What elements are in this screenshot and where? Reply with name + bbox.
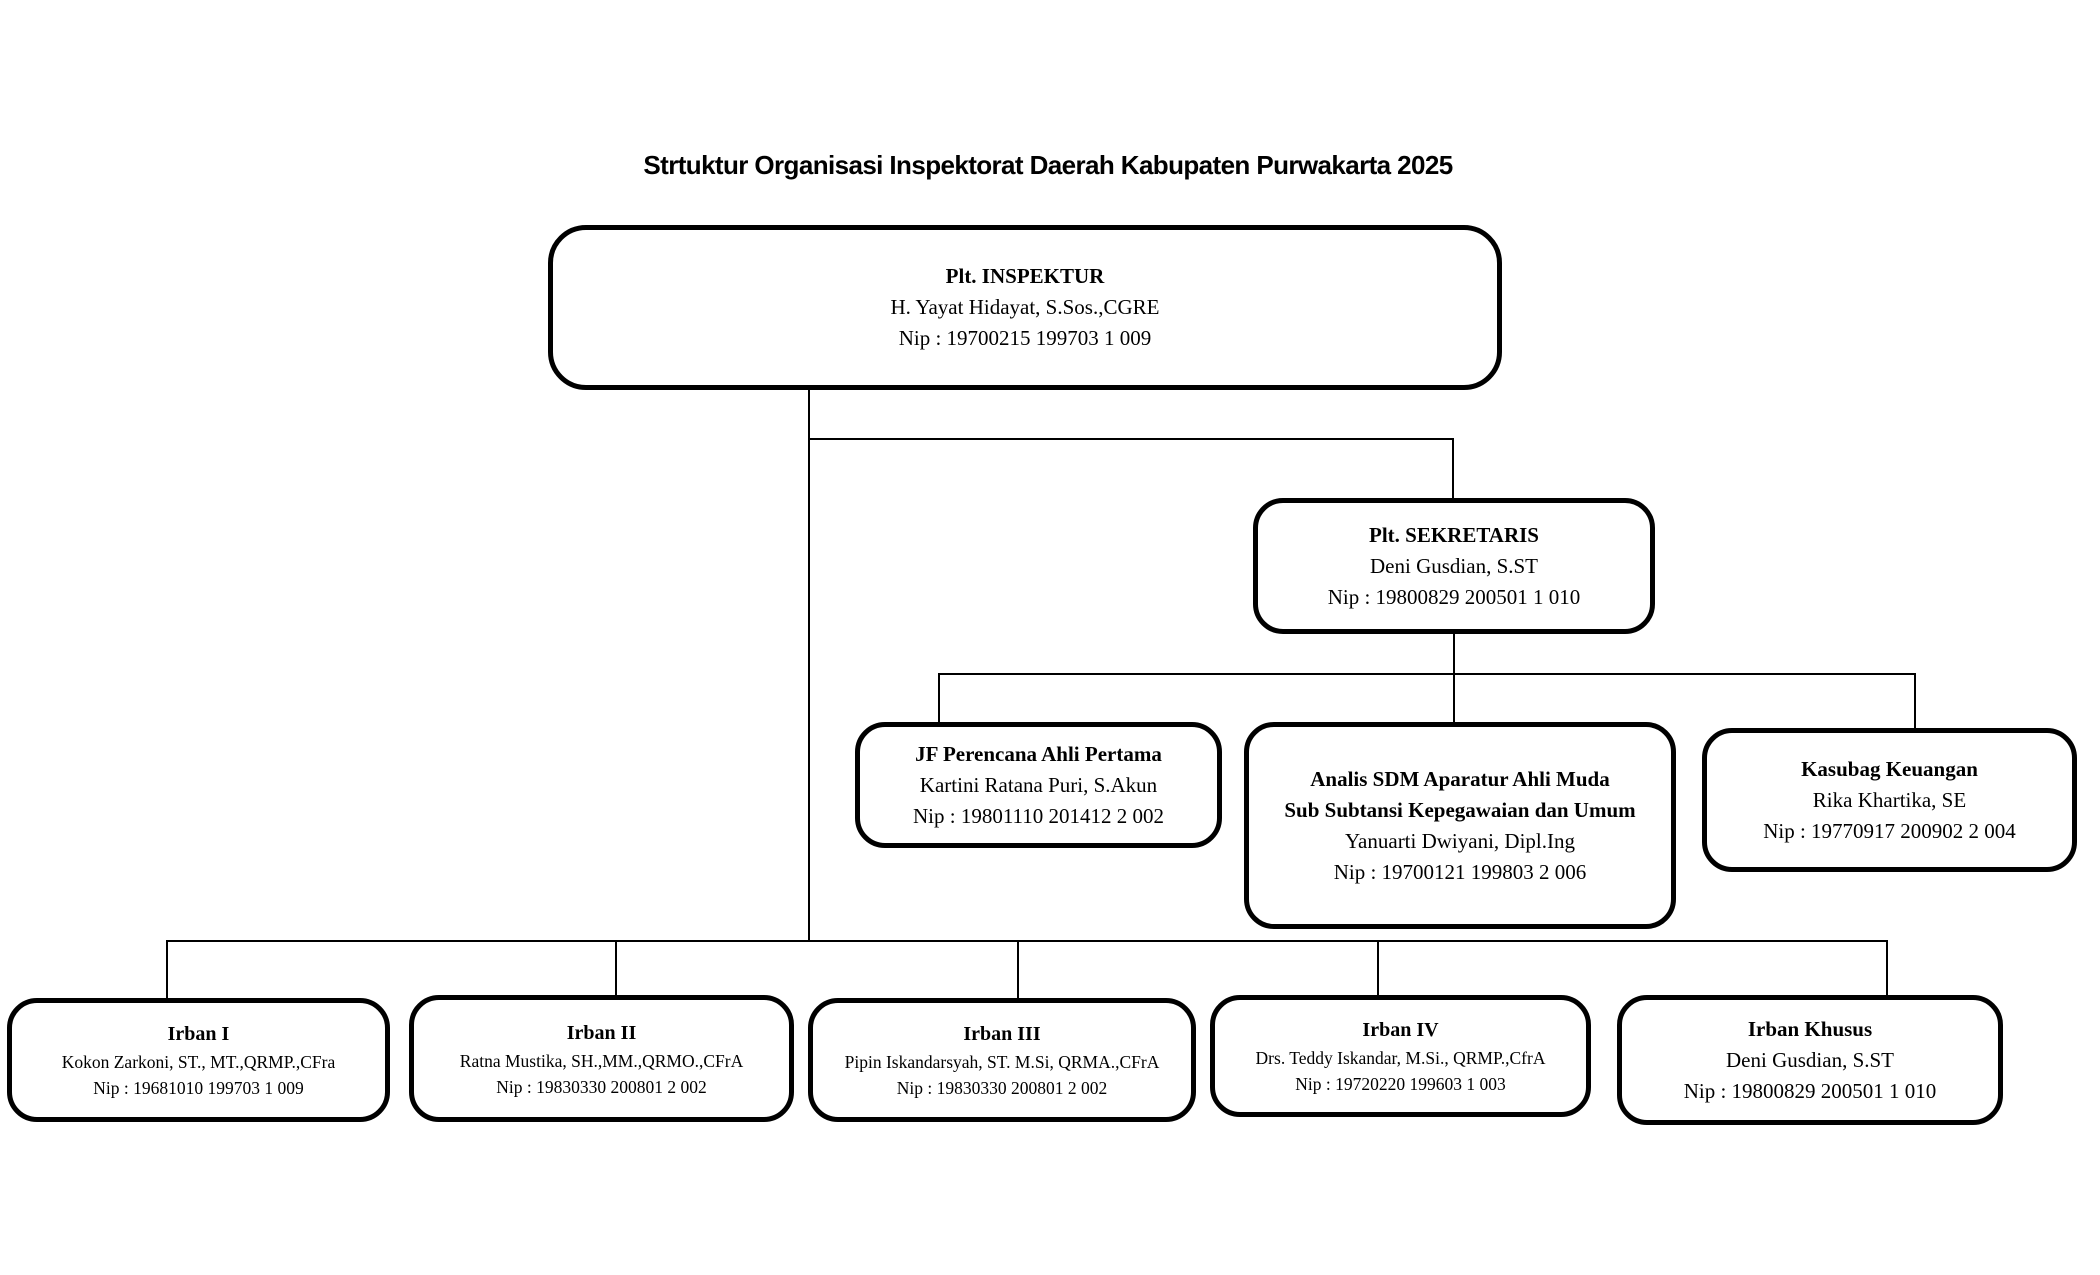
org-node-plt-sekretaris xyxy=(1253,498,1655,634)
node-nip: Nip : 19700215 199703 1 009 xyxy=(898,326,1152,350)
node-person: Drs. Teddy Iskandar, M.Si., QRMP.,CfrA xyxy=(1255,1048,1546,1068)
node-role: Kasubag Keuangan xyxy=(1801,756,1978,781)
node-person: Deni Gusdian, S.ST xyxy=(1370,553,1538,578)
node-person: Rika Khartika, SE xyxy=(1812,787,1967,812)
node-person: Yanuarti Dwiyani, Dipl.Ing xyxy=(1344,828,1575,853)
org-node-irban-khusus xyxy=(1617,995,2003,1125)
node-role: Irban I xyxy=(167,1023,230,1045)
connector-irban2-drop xyxy=(615,940,617,996)
org-node-irban-1 xyxy=(7,998,390,1122)
node-person: Ratna Mustika, SH.,MM.,QRMO.,CFrA xyxy=(459,1050,744,1071)
node-nip: Nip : 19770917 200902 2 004 xyxy=(1763,818,2016,843)
connector-jf-drop xyxy=(938,673,940,723)
connector-irban1-drop xyxy=(166,940,168,998)
connector-irban4-drop xyxy=(1377,940,1379,996)
org-node-irban-4 xyxy=(1210,995,1591,1117)
node-nip: Nip : 19800829 200501 1 010 xyxy=(1327,584,1581,609)
node-role: Irban III xyxy=(963,1023,1041,1045)
org-node-plt-inspektur xyxy=(548,225,1502,390)
connector-kasubag-drop xyxy=(1914,673,1916,729)
connector-irban-rail xyxy=(166,940,1888,942)
org-node-jf-perencana xyxy=(855,722,1222,848)
org-node-irban-2 xyxy=(409,995,794,1122)
node-role: Irban II xyxy=(566,1021,637,1044)
node-nip: Nip : 19801110 201412 2 002 xyxy=(912,803,1165,828)
node-person: Kokon Zarkoni, ST., MT.,QRMP.,CFra xyxy=(61,1052,336,1072)
node-nip: Nip : 19700121 199803 2 006 xyxy=(1333,859,1587,884)
node-nip: Nip : 19830330 200801 2 002 xyxy=(896,1078,1108,1098)
node-role-line2: Sub Subtansi Kepegawaian dan Umum xyxy=(1284,797,1636,822)
connector-sekretaris-drop xyxy=(1452,438,1454,500)
connector-irban3-drop xyxy=(1017,940,1019,998)
connector-inspektur-trunk xyxy=(808,390,810,940)
node-role: JF Perencana Ahli Pertama xyxy=(915,741,1162,766)
node-role: Irban IV xyxy=(1362,1019,1439,1041)
connector-row3-rail xyxy=(938,673,1916,675)
connector-sekretaris-branch xyxy=(808,438,1454,440)
node-role: Plt. SEKRETARIS xyxy=(1369,522,1539,547)
org-node-irban-3 xyxy=(808,998,1196,1122)
org-node-kasubag-keuangan xyxy=(1702,728,2077,872)
node-person: Kartini Ratana Puri, S.Akun xyxy=(919,772,1158,797)
node-nip: Nip : 19681010 199703 1 009 xyxy=(93,1078,304,1098)
connector-sekretaris-stem xyxy=(1453,632,1455,674)
node-person: Deni Gusdian, S.ST xyxy=(1726,1047,1894,1072)
node-role: Irban Khusus xyxy=(1747,1016,1873,1041)
node-person: Pipin Iskandarsyah, ST. M.Si, QRMA.,CFrA xyxy=(844,1052,1160,1072)
node-role: Analis SDM Aparatur Ahli Muda xyxy=(1310,766,1610,791)
node-role: Plt. INSPEKTUR xyxy=(945,264,1105,288)
node-nip: Nip : 19720220 199603 1 003 xyxy=(1295,1074,1506,1094)
node-nip: Nip : 19830330 200801 2 002 xyxy=(496,1076,707,1097)
org-node-analis-sdm xyxy=(1244,722,1676,929)
connector-irban-khusus-drop xyxy=(1886,940,1888,996)
page-title: Strtuktur Organisasi Inspektorat Daerah Kabupaten Purwakarta 2025 xyxy=(643,150,1453,180)
node-nip: Nip : 19800829 200501 1 010 xyxy=(1683,1078,1937,1103)
connector-analis-drop xyxy=(1453,673,1455,723)
node-person: H. Yayat Hidayat, S.Sos.,CGRE xyxy=(890,295,1160,319)
